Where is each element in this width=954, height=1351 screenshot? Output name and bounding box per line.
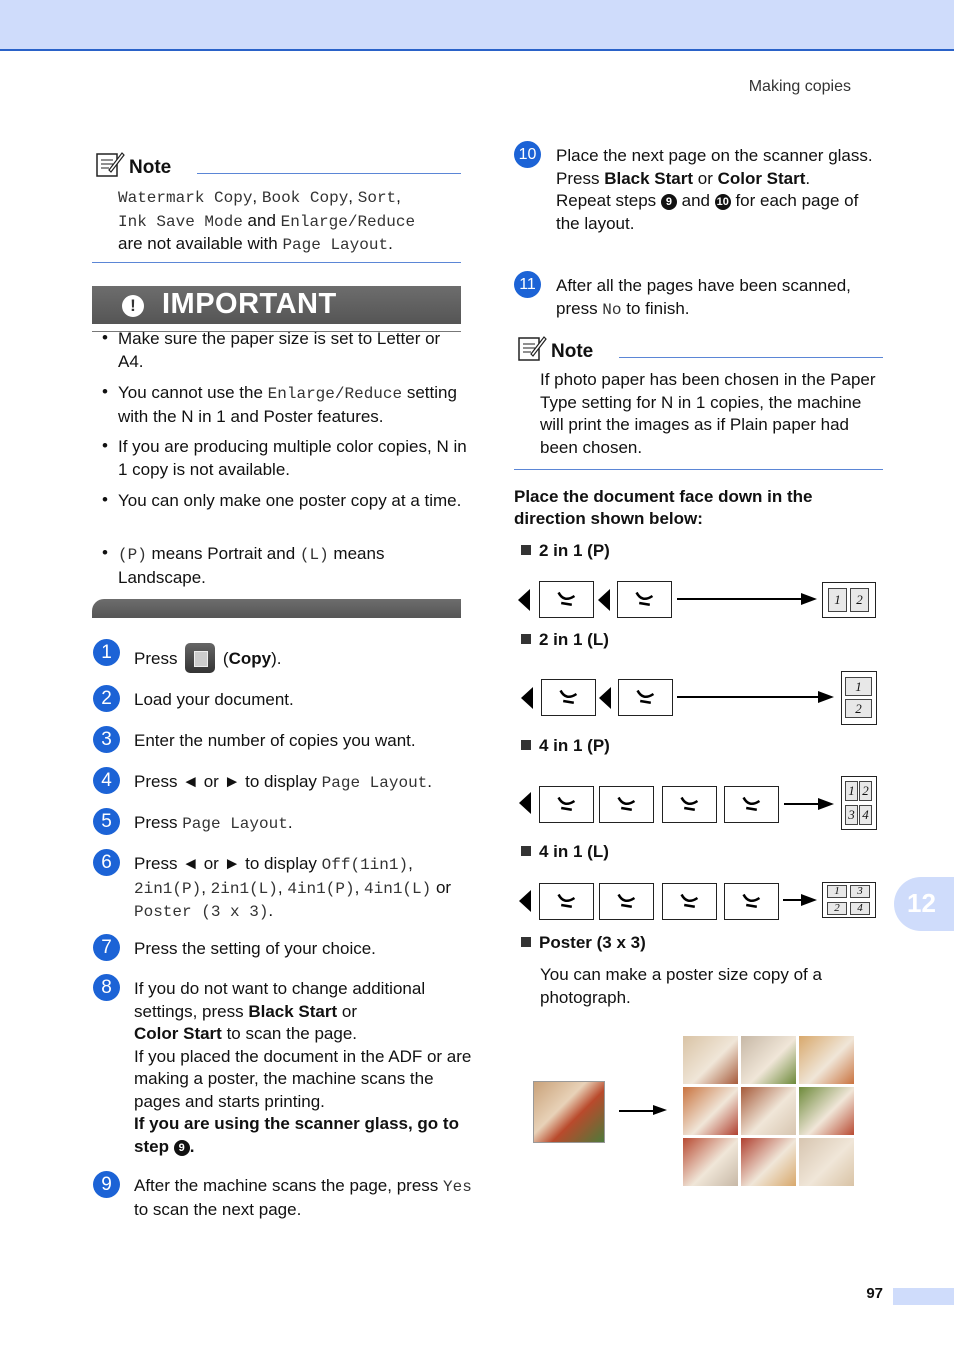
note2-rule <box>619 357 883 358</box>
text-run: . <box>427 772 433 791</box>
bullet-item <box>118 436 468 481</box>
step-number: 11 <box>514 271 541 298</box>
text-run: You cannot use the <box>118 383 268 402</box>
note-text <box>118 186 468 257</box>
key-name: Color Start <box>717 168 806 188</box>
text-run: Make sure the paper size is set to Letter or A4. <box>118 329 441 371</box>
lcd-text: Enlarge/Reduce <box>267 385 403 403</box>
text-run: After the machine scans the page, press <box>134 1176 444 1195</box>
poster-arrow-line <box>619 1110 655 1112</box>
text-run: means Landscape. <box>118 544 385 587</box>
text-run: If you are producing multiple color copies, N in 1 copy is not available. <box>118 437 467 479</box>
note2-text: If photo paper has been chosen in the Paper Type setting for N in 1 copies, the machine will print the images as if Plain paper had been chosen. <box>540 370 876 457</box>
text-run: . <box>805 168 811 188</box>
text-run: If you do not want to change additional settings, press <box>134 979 426 1021</box>
text-run: and <box>676 191 715 210</box>
text-run: or <box>431 877 452 897</box>
original-sheet <box>618 679 673 716</box>
step-text <box>134 689 474 712</box>
lcd-text: Page Layout <box>182 815 288 833</box>
page-cell: 4 <box>850 902 870 915</box>
lcd-text: No <box>602 300 622 319</box>
step-number: 7 <box>93 934 120 961</box>
lcd-text: Watermark Copy <box>118 189 253 207</box>
text-run: ( <box>218 649 229 668</box>
lcd-text: 4in1(L) <box>364 879 432 898</box>
layout-label-2in1p: 2 in 1 (P) <box>521 541 610 561</box>
lcd-text: Enlarge/Reduce <box>280 212 416 231</box>
text-run: for each page of the layout. <box>556 191 859 233</box>
poster-tile <box>683 1036 738 1084</box>
page-cell: 2 <box>859 781 872 801</box>
step-number: 3 <box>93 726 120 753</box>
original-sheet <box>539 581 594 618</box>
poster-tile <box>683 1138 738 1186</box>
step-text <box>134 978 474 1158</box>
header-band <box>0 0 954 51</box>
lcd-text: 2in1(P) <box>134 879 202 898</box>
note-icon <box>95 150 125 183</box>
step-text <box>134 853 474 924</box>
poster-arrow-head <box>653 1105 667 1115</box>
text-run: , <box>408 854 413 873</box>
left-arrow-icon <box>519 890 531 912</box>
text-run: , <box>252 187 262 206</box>
text-run: . <box>268 901 274 920</box>
copy-button-icon <box>185 643 215 673</box>
text-run: Place the next page on the scanner glass. <box>556 146 873 165</box>
text-run: After all the pages have been scanned, press <box>556 276 851 318</box>
poster-tile <box>799 1036 854 1084</box>
lcd-text: Off(1in1) <box>321 856 409 874</box>
page-cell: 3 <box>845 805 858 825</box>
page-cell: 3 <box>850 885 870 898</box>
key-name: Black Start <box>604 168 694 188</box>
layout-label-4in1p: 4 in 1 (P) <box>521 736 610 756</box>
note-bottom-rule <box>92 262 461 263</box>
step-number: 6 <box>93 849 120 876</box>
poster-text: You can make a poster size copy of a photograph. <box>540 965 822 1007</box>
key-name: Copy <box>228 649 272 668</box>
text-run: to finish. <box>621 298 690 318</box>
left-arrow-icon <box>599 687 611 709</box>
arrow-line <box>783 899 803 901</box>
text-run: , <box>277 877 288 897</box>
important-banner <box>92 286 461 324</box>
text-run: If you placed the document in the ADF or are making a poster, the machine scans the pages and starts printing. <box>134 1046 472 1111</box>
note2-bottom-rule <box>514 469 883 470</box>
poster-tile <box>799 1138 854 1186</box>
bullet-item <box>118 328 468 373</box>
text-run: or <box>693 168 718 188</box>
arrow-head <box>818 691 834 703</box>
original-sheet <box>539 786 594 823</box>
step-number: 4 <box>93 767 120 794</box>
text-run: , <box>348 187 358 206</box>
text-run: to scan the page. <box>221 1024 357 1043</box>
bullet-dot: • <box>102 382 108 401</box>
text-run: , <box>396 187 401 206</box>
bullet-dot: • <box>102 490 108 509</box>
text-run: to scan the next page. <box>134 1199 302 1219</box>
text-run: setting with the N in 1 and Poster features. <box>118 383 457 426</box>
chapter-tab: 12 <box>894 877 954 931</box>
lcd-text: Yes <box>443 1178 472 1196</box>
step-text <box>134 643 474 673</box>
page-cell: 2 <box>845 699 872 718</box>
note2-heading: Note <box>551 341 594 362</box>
key-name: . <box>189 1136 195 1156</box>
text-run: Press <box>134 813 183 832</box>
page-cell: 1 <box>845 781 858 801</box>
original-sheet <box>599 883 654 920</box>
arrow-head <box>801 894 817 906</box>
text-run: or <box>337 1001 357 1021</box>
arrow-head <box>801 593 817 605</box>
text-run: Press the setting of your choice. <box>134 939 376 958</box>
section-title: Making copies <box>748 78 851 95</box>
step-text <box>134 812 474 836</box>
important-heading: IMPORTANT <box>162 288 337 320</box>
text-run: , <box>354 877 365 897</box>
step-ref: 10 <box>716 196 729 208</box>
text-run: You can only make one poster copy at a time. <box>118 491 462 510</box>
text-run: Press ◄ or ► to display <box>134 772 322 791</box>
original-sheet <box>724 786 779 823</box>
note-heading: Note <box>129 157 172 178</box>
layout-label-2in1l: 2 in 1 (L) <box>521 630 609 650</box>
step-text <box>134 771 474 795</box>
step-number: 1 <box>93 639 120 666</box>
step-text <box>134 938 474 961</box>
lcd-text: Page Layout <box>282 236 389 254</box>
layout-label-4in1l: 4 in 1 (L) <box>521 842 609 862</box>
original-sheet <box>539 883 594 920</box>
lcd-text: (L) <box>299 546 329 564</box>
poster-tile <box>683 1087 738 1135</box>
step-text <box>556 275 886 321</box>
bullet-dot: • <box>102 436 108 455</box>
arrow-head <box>818 798 834 810</box>
lcd-text: Book Copy <box>261 189 349 207</box>
original-sheet <box>662 883 717 920</box>
text-run: Press ◄ or ► to display <box>134 854 322 873</box>
direction-heading: Place the document face down in the direction shown below: <box>514 487 813 528</box>
page-number: 97 <box>866 1285 883 1302</box>
bullet-dot: • <box>102 328 108 347</box>
layout-label-poster: Poster (3 x 3) <box>521 933 646 953</box>
left-arrow-icon <box>521 687 533 709</box>
bullet-item <box>118 543 468 589</box>
original-sheet <box>617 581 672 618</box>
text-run: means Portrait and <box>146 544 300 563</box>
step-number: 2 <box>93 685 120 712</box>
left-arrow-icon <box>598 589 610 611</box>
step-text <box>134 730 474 753</box>
poster-tile <box>741 1138 796 1186</box>
exclamation-icon: ! <box>122 295 144 317</box>
key-name: Black Start <box>248 1001 338 1021</box>
bullet-item <box>118 382 468 428</box>
key-name: Color Start <box>134 1024 222 1043</box>
important-close-bar <box>92 599 461 618</box>
text-run: and <box>242 210 281 230</box>
left-arrow-icon <box>519 792 531 814</box>
page-cell: 2 <box>850 588 869 612</box>
original-sheet <box>724 883 779 920</box>
original-sheet <box>662 786 717 823</box>
lcd-text: Poster (3 x 3) <box>134 903 269 921</box>
original-sheet <box>599 786 654 823</box>
lcd-text: 4in1(P) <box>287 879 355 898</box>
lcd-text: (P) <box>118 546 147 564</box>
arrow-line <box>784 803 820 805</box>
text-run: Repeat steps <box>556 191 661 210</box>
text-run: Press <box>556 168 605 188</box>
text-run: Press <box>134 649 183 668</box>
key-name: If you are using the scanner glass, go to step <box>134 1114 459 1156</box>
text-run: Load your document. <box>134 690 294 709</box>
note-icon <box>517 334 547 367</box>
original-sheet <box>541 679 596 716</box>
bullet-dot: • <box>102 543 108 562</box>
text-run: . <box>388 234 393 253</box>
poster-tile <box>741 1036 796 1084</box>
lcd-text: Page Layout <box>321 774 428 792</box>
note-rule <box>197 173 461 174</box>
lcd-text: 2in1(L) <box>210 879 278 898</box>
step-ref: 9 <box>174 1140 190 1156</box>
source-photo <box>533 1081 605 1143</box>
text-run: . <box>287 813 293 832</box>
page-cell: 1 <box>828 588 847 612</box>
lcd-text: Ink Save Mode <box>118 212 243 231</box>
text-run: ). <box>271 649 282 668</box>
text-run: are not available with <box>118 234 283 253</box>
poster-tile <box>799 1087 854 1135</box>
left-arrow-icon <box>518 589 530 611</box>
step-number: 10 <box>514 141 541 168</box>
text-run: , <box>201 877 211 897</box>
text-run: Enter the number of copies you want. <box>134 731 416 750</box>
step-text <box>556 145 886 235</box>
step-number: 9 <box>93 1171 120 1198</box>
page-cell: 4 <box>859 805 872 825</box>
arrow-line <box>677 696 820 698</box>
arrow-line <box>677 598 803 600</box>
poster-tile <box>741 1087 796 1135</box>
step-text <box>134 1175 474 1221</box>
lcd-text: Sort <box>357 189 397 207</box>
page-cell: 2 <box>827 902 847 915</box>
page-cell: 1 <box>827 885 847 898</box>
step-number: 5 <box>93 808 120 835</box>
bullet-item <box>118 490 468 513</box>
page-number-band <box>893 1288 954 1305</box>
step-number: 8 <box>93 974 120 1001</box>
step-ref: 9 <box>661 194 677 210</box>
page-cell: 1 <box>845 677 872 696</box>
